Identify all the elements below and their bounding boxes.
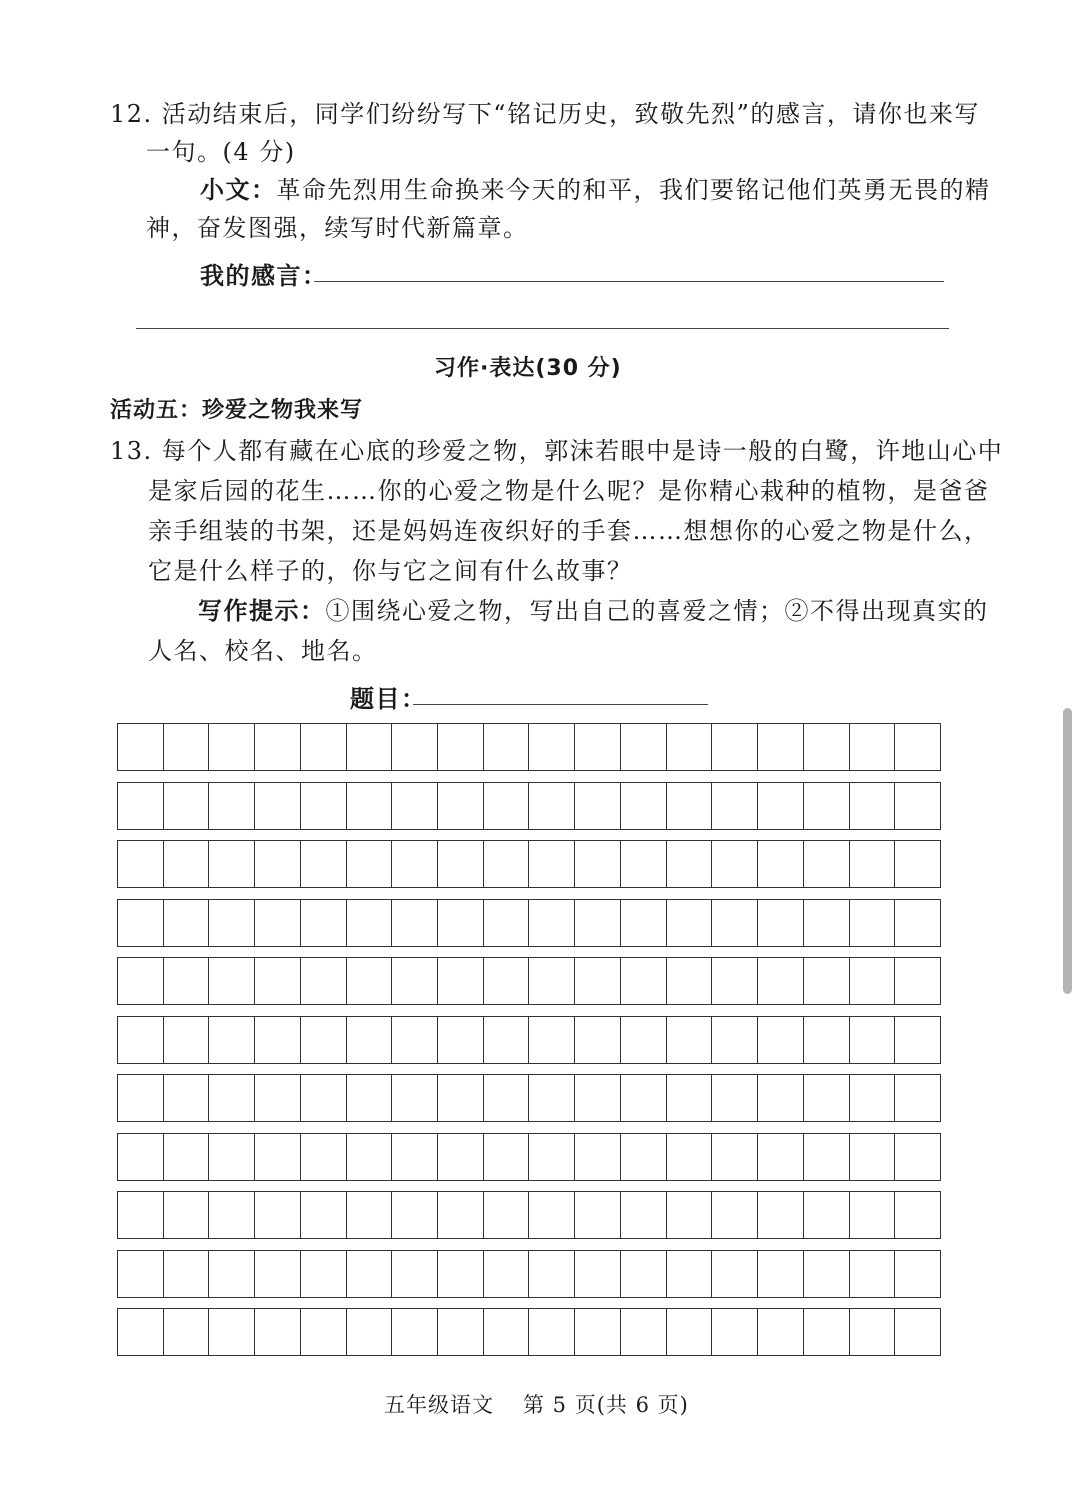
q12-example — [200, 170, 991, 205]
grid-cell[interactable] — [301, 958, 347, 1004]
q13-line-1: 13. 每个人都有藏在心底的珍爱之物，郭沫若眼中是诗一般的白鹭，许地山心中 — [110, 437, 1004, 465]
grid-cell[interactable] — [575, 1017, 621, 1063]
grid-cell[interactable] — [758, 1192, 804, 1238]
grid-cell[interactable] — [118, 724, 164, 770]
grid-cell[interactable] — [118, 1251, 164, 1297]
grid-cell[interactable] — [850, 958, 896, 1004]
grid-cell[interactable] — [804, 900, 850, 946]
grid-cell[interactable] — [438, 1017, 484, 1063]
grid-cell[interactable] — [392, 958, 438, 1004]
q13-title-label: 题目： — [350, 685, 427, 713]
grid-cell[interactable] — [712, 1134, 758, 1180]
grid-cell[interactable] — [621, 1192, 667, 1238]
grid-cell[interactable] — [209, 958, 255, 1004]
q13-hint — [198, 591, 989, 626]
grid-cell[interactable] — [209, 841, 255, 887]
grid-row — [117, 1133, 941, 1181]
grid-cell[interactable] — [438, 1192, 484, 1238]
grid-cell[interactable] — [392, 900, 438, 946]
grid-cell[interactable] — [118, 1309, 164, 1355]
grid-cell[interactable] — [301, 1075, 347, 1121]
grid-cell[interactable] — [850, 724, 896, 770]
grid-cell[interactable] — [164, 900, 210, 946]
grid-row — [117, 1250, 941, 1298]
grid-cell[interactable] — [438, 1309, 484, 1355]
grid-row — [117, 1191, 941, 1239]
grid-cell[interactable] — [850, 841, 896, 887]
q12-line-2: 一句。(4 分) — [146, 138, 296, 166]
grid-cell[interactable] — [164, 1309, 210, 1355]
grid-cell[interactable] — [392, 1192, 438, 1238]
grid-cell[interactable] — [529, 958, 575, 1004]
grid-cell[interactable] — [804, 1251, 850, 1297]
grid-cell[interactable] — [804, 1017, 850, 1063]
q13-hint-label: 写作提示： — [198, 597, 326, 625]
grid-cell[interactable] — [621, 1251, 667, 1297]
grid-cell[interactable] — [347, 1017, 393, 1063]
grid-cell[interactable] — [301, 724, 347, 770]
grid-cell[interactable] — [575, 841, 621, 887]
q12-example-label: 小文： — [200, 176, 277, 204]
grid-cell[interactable] — [529, 1134, 575, 1180]
q13-line-2: 是家后园的花生……你的心爱之物是什么呢？是你精心栽种的植物，是爸爸 — [148, 477, 990, 505]
grid-cell[interactable] — [621, 958, 667, 1004]
grid-cell[interactable] — [438, 1075, 484, 1121]
grid-cell[interactable] — [667, 958, 713, 1004]
grid-cell[interactable] — [118, 958, 164, 1004]
grid-cell[interactable] — [164, 1134, 210, 1180]
grid-cell[interactable] — [255, 783, 301, 829]
grid-cell[interactable] — [850, 1134, 896, 1180]
grid-cell[interactable] — [667, 783, 713, 829]
grid-cell[interactable] — [484, 1251, 530, 1297]
grid-cell[interactable] — [575, 1134, 621, 1180]
grid-cell[interactable] — [758, 900, 804, 946]
grid-cell[interactable] — [164, 724, 210, 770]
grid-cell[interactable] — [575, 1075, 621, 1121]
grid-cell[interactable] — [438, 1134, 484, 1180]
grid-cell[interactable] — [804, 958, 850, 1004]
grid-cell[interactable] — [895, 900, 940, 946]
grid-cell[interactable] — [438, 1251, 484, 1297]
grid-cell[interactable] — [895, 1251, 940, 1297]
grid-cell[interactable] — [301, 1192, 347, 1238]
q12-example-line-1: 革命先烈用生命换来今天的和平，我们要铭记他们英勇无畏的精 — [276, 176, 991, 204]
grid-cell[interactable] — [850, 1075, 896, 1121]
grid-cell[interactable] — [850, 1017, 896, 1063]
grid-cell[interactable] — [484, 1309, 530, 1355]
grid-cell[interactable] — [301, 841, 347, 887]
grid-row — [117, 957, 941, 1005]
grid-cell[interactable] — [118, 1192, 164, 1238]
grid-cell[interactable] — [301, 1309, 347, 1355]
grid-cell[interactable] — [438, 724, 484, 770]
grid-cell[interactable] — [392, 783, 438, 829]
grid-cell[interactable] — [621, 783, 667, 829]
grid-cell[interactable] — [621, 724, 667, 770]
grid-cell[interactable] — [118, 1017, 164, 1063]
grid-cell[interactable] — [758, 783, 804, 829]
grid-cell[interactable] — [209, 1309, 255, 1355]
grid-cell[interactable] — [392, 724, 438, 770]
grid-cell[interactable] — [712, 1192, 758, 1238]
grid-cell[interactable] — [712, 1075, 758, 1121]
grid-cell[interactable] — [529, 1192, 575, 1238]
grid-cell[interactable] — [255, 1017, 301, 1063]
grid-cell[interactable] — [850, 1309, 896, 1355]
grid-cell[interactable] — [209, 1017, 255, 1063]
grid-cell[interactable] — [712, 1017, 758, 1063]
grid-cell[interactable] — [255, 841, 301, 887]
grid-cell[interactable] — [529, 1017, 575, 1063]
grid-cell[interactable] — [255, 1192, 301, 1238]
scrollbar-thumb[interactable] — [1063, 708, 1072, 994]
grid-cell[interactable] — [484, 1075, 530, 1121]
grid-cell[interactable] — [164, 958, 210, 1004]
grid-cell[interactable] — [301, 900, 347, 946]
q13-hint-line-1: ①围绕心爱之物，写出自己的喜爱之情；②不得出现真实的 — [325, 597, 989, 625]
grid-cell[interactable] — [850, 900, 896, 946]
grid-cell[interactable] — [804, 783, 850, 829]
grid-cell[interactable] — [301, 1251, 347, 1297]
q13-title-line[interactable] — [413, 704, 708, 705]
grid-cell[interactable] — [804, 724, 850, 770]
grid-cell[interactable] — [621, 900, 667, 946]
grid-cell[interactable] — [895, 1017, 940, 1063]
grid-cell[interactable] — [255, 1251, 301, 1297]
grid-cell[interactable] — [575, 1251, 621, 1297]
grid-cell[interactable] — [484, 783, 530, 829]
grid-cell[interactable] — [758, 958, 804, 1004]
grid-cell[interactable] — [850, 1192, 896, 1238]
grid-cell[interactable] — [529, 1075, 575, 1121]
grid-cell[interactable] — [712, 724, 758, 770]
grid-row — [117, 899, 941, 947]
grid-cell[interactable] — [850, 1251, 896, 1297]
grid-cell[interactable] — [118, 841, 164, 887]
grid-cell[interactable] — [804, 841, 850, 887]
grid-cell[interactable] — [392, 841, 438, 887]
grid-cell[interactable] — [712, 841, 758, 887]
grid-cell[interactable] — [667, 1134, 713, 1180]
q12-line-1: 12. 活动结束后，同学们纷纷写下“铭记历史，致敬先烈”的感言，请你也来写 — [110, 100, 980, 128]
grid-cell[interactable] — [712, 900, 758, 946]
grid-cell[interactable] — [758, 1017, 804, 1063]
grid-cell[interactable] — [164, 1075, 210, 1121]
grid-cell[interactable] — [621, 1017, 667, 1063]
grid-cell[interactable] — [209, 900, 255, 946]
grid-cell[interactable] — [438, 958, 484, 1004]
grid-cell[interactable] — [484, 1192, 530, 1238]
grid-cell[interactable] — [529, 841, 575, 887]
grid-cell[interactable] — [758, 1309, 804, 1355]
grid-cell[interactable] — [667, 1251, 713, 1297]
grid-cell[interactable] — [712, 958, 758, 1004]
grid-cell[interactable] — [209, 1192, 255, 1238]
grid-row — [117, 723, 941, 771]
grid-cell[interactable] — [575, 958, 621, 1004]
q12-answer-line-2[interactable] — [136, 328, 949, 329]
grid-cell[interactable] — [164, 1251, 210, 1297]
grid-cell[interactable] — [209, 1251, 255, 1297]
grid-cell[interactable] — [484, 841, 530, 887]
grid-cell[interactable] — [758, 1075, 804, 1121]
grid-cell[interactable] — [347, 1134, 393, 1180]
grid-cell[interactable] — [758, 724, 804, 770]
grid-cell[interactable] — [804, 1075, 850, 1121]
grid-cell[interactable] — [255, 724, 301, 770]
grid-row — [117, 840, 941, 888]
grid-cell[interactable] — [895, 783, 940, 829]
grid-cell[interactable] — [529, 724, 575, 770]
grid-cell[interactable] — [392, 1075, 438, 1121]
grid-cell[interactable] — [255, 1075, 301, 1121]
grid-cell[interactable] — [575, 783, 621, 829]
grid-row — [117, 1074, 941, 1122]
grid-cell[interactable] — [255, 1134, 301, 1180]
grid-cell[interactable] — [895, 1075, 940, 1121]
footer-subject: 五年级语文 — [384, 1393, 494, 1417]
q12-example-line-2: 神，奋发图强，续写时代新篇章。 — [146, 214, 529, 242]
grid-cell[interactable] — [164, 783, 210, 829]
q12-answer-line-1[interactable] — [314, 281, 944, 282]
grid-cell[interactable] — [529, 900, 575, 946]
grid-cell[interactable] — [164, 1192, 210, 1238]
grid-cell[interactable] — [209, 1134, 255, 1180]
grid-cell[interactable] — [255, 900, 301, 946]
grid-cell[interactable] — [529, 1251, 575, 1297]
grid-cell[interactable] — [850, 783, 896, 829]
grid-cell[interactable] — [392, 1309, 438, 1355]
grid-cell[interactable] — [667, 900, 713, 946]
grid-cell[interactable] — [164, 1017, 210, 1063]
grid-cell[interactable] — [209, 783, 255, 829]
grid-cell[interactable] — [804, 1309, 850, 1355]
grid-row — [117, 1016, 941, 1064]
grid-cell[interactable] — [895, 958, 940, 1004]
grid-cell[interactable] — [804, 1192, 850, 1238]
grid-cell[interactable] — [484, 958, 530, 1004]
grid-cell[interactable] — [621, 1134, 667, 1180]
grid-cell[interactable] — [347, 1251, 393, 1297]
grid-cell[interactable] — [575, 1309, 621, 1355]
grid-cell[interactable] — [118, 1075, 164, 1121]
grid-cell[interactable] — [392, 1251, 438, 1297]
grid-cell[interactable] — [621, 1075, 667, 1121]
grid-cell[interactable] — [667, 1192, 713, 1238]
grid-cell[interactable] — [895, 1134, 940, 1180]
grid-cell[interactable] — [118, 783, 164, 829]
grid-cell[interactable] — [347, 1192, 393, 1238]
grid-cell[interactable] — [392, 1134, 438, 1180]
grid-cell[interactable] — [347, 724, 393, 770]
grid-cell[interactable] — [484, 900, 530, 946]
grid-cell[interactable] — [118, 900, 164, 946]
grid-cell[interactable] — [347, 783, 393, 829]
grid-cell[interactable] — [667, 1075, 713, 1121]
grid-cell[interactable] — [895, 724, 940, 770]
grid-cell[interactable] — [529, 1309, 575, 1355]
grid-cell[interactable] — [484, 1134, 530, 1180]
grid-cell[interactable] — [758, 841, 804, 887]
footer-page-number: 第 5 页(共 6 页) — [523, 1393, 689, 1417]
grid-cell[interactable] — [804, 1134, 850, 1180]
grid-cell[interactable] — [438, 900, 484, 946]
grid-cell[interactable] — [529, 783, 575, 829]
grid-cell[interactable] — [667, 841, 713, 887]
grid-cell[interactable] — [255, 958, 301, 1004]
grid-cell[interactable] — [575, 1192, 621, 1238]
grid-cell[interactable] — [484, 724, 530, 770]
grid-cell[interactable] — [347, 958, 393, 1004]
grid-cell[interactable] — [301, 1017, 347, 1063]
grid-cell[interactable] — [209, 1075, 255, 1121]
activity-heading: 活动五：珍爱之物我来写 — [110, 398, 364, 423]
grid-cell[interactable] — [438, 783, 484, 829]
grid-cell[interactable] — [667, 1017, 713, 1063]
grid-cell[interactable] — [895, 1192, 940, 1238]
grid-cell[interactable] — [347, 900, 393, 946]
grid-cell[interactable] — [758, 1134, 804, 1180]
grid-cell[interactable] — [255, 1309, 301, 1355]
q12-answer-label: 我的感言： — [200, 262, 328, 290]
grid-cell[interactable] — [575, 724, 621, 770]
grid-cell[interactable] — [301, 1134, 347, 1180]
grid-cell[interactable] — [164, 841, 210, 887]
grid-cell[interactable] — [438, 841, 484, 887]
grid-row — [117, 1308, 941, 1356]
grid-cell[interactable] — [575, 900, 621, 946]
grid-cell[interactable] — [347, 1075, 393, 1121]
section-title: 习作·表达(30 分) — [434, 356, 622, 381]
grid-cell[interactable] — [895, 841, 940, 887]
q13-line-3: 亲手组装的书架，还是妈妈连夜织好的手套……想想你的心爱之物是什么， — [148, 517, 990, 545]
grid-cell[interactable] — [209, 724, 255, 770]
grid-cell[interactable] — [667, 724, 713, 770]
grid-cell[interactable] — [621, 841, 667, 887]
grid-row — [117, 782, 941, 830]
grid-cell[interactable] — [758, 1251, 804, 1297]
grid-cell[interactable] — [895, 1309, 940, 1355]
grid-cell[interactable] — [347, 1309, 393, 1355]
grid-cell[interactable] — [301, 783, 347, 829]
grid-cell[interactable] — [118, 1134, 164, 1180]
q13-hint-line-2: 人名、校名、地名。 — [148, 637, 378, 665]
grid-cell[interactable] — [392, 1017, 438, 1063]
q13-line-4: 它是什么样子的，你与它之间有什么故事？ — [148, 557, 633, 585]
grid-cell[interactable] — [712, 1251, 758, 1297]
grid-cell[interactable] — [484, 1017, 530, 1063]
grid-cell[interactable] — [667, 1309, 713, 1355]
grid-cell[interactable] — [347, 841, 393, 887]
grid-cell[interactable] — [712, 1309, 758, 1355]
grid-cell[interactable] — [712, 783, 758, 829]
grid-cell[interactable] — [621, 1309, 667, 1355]
